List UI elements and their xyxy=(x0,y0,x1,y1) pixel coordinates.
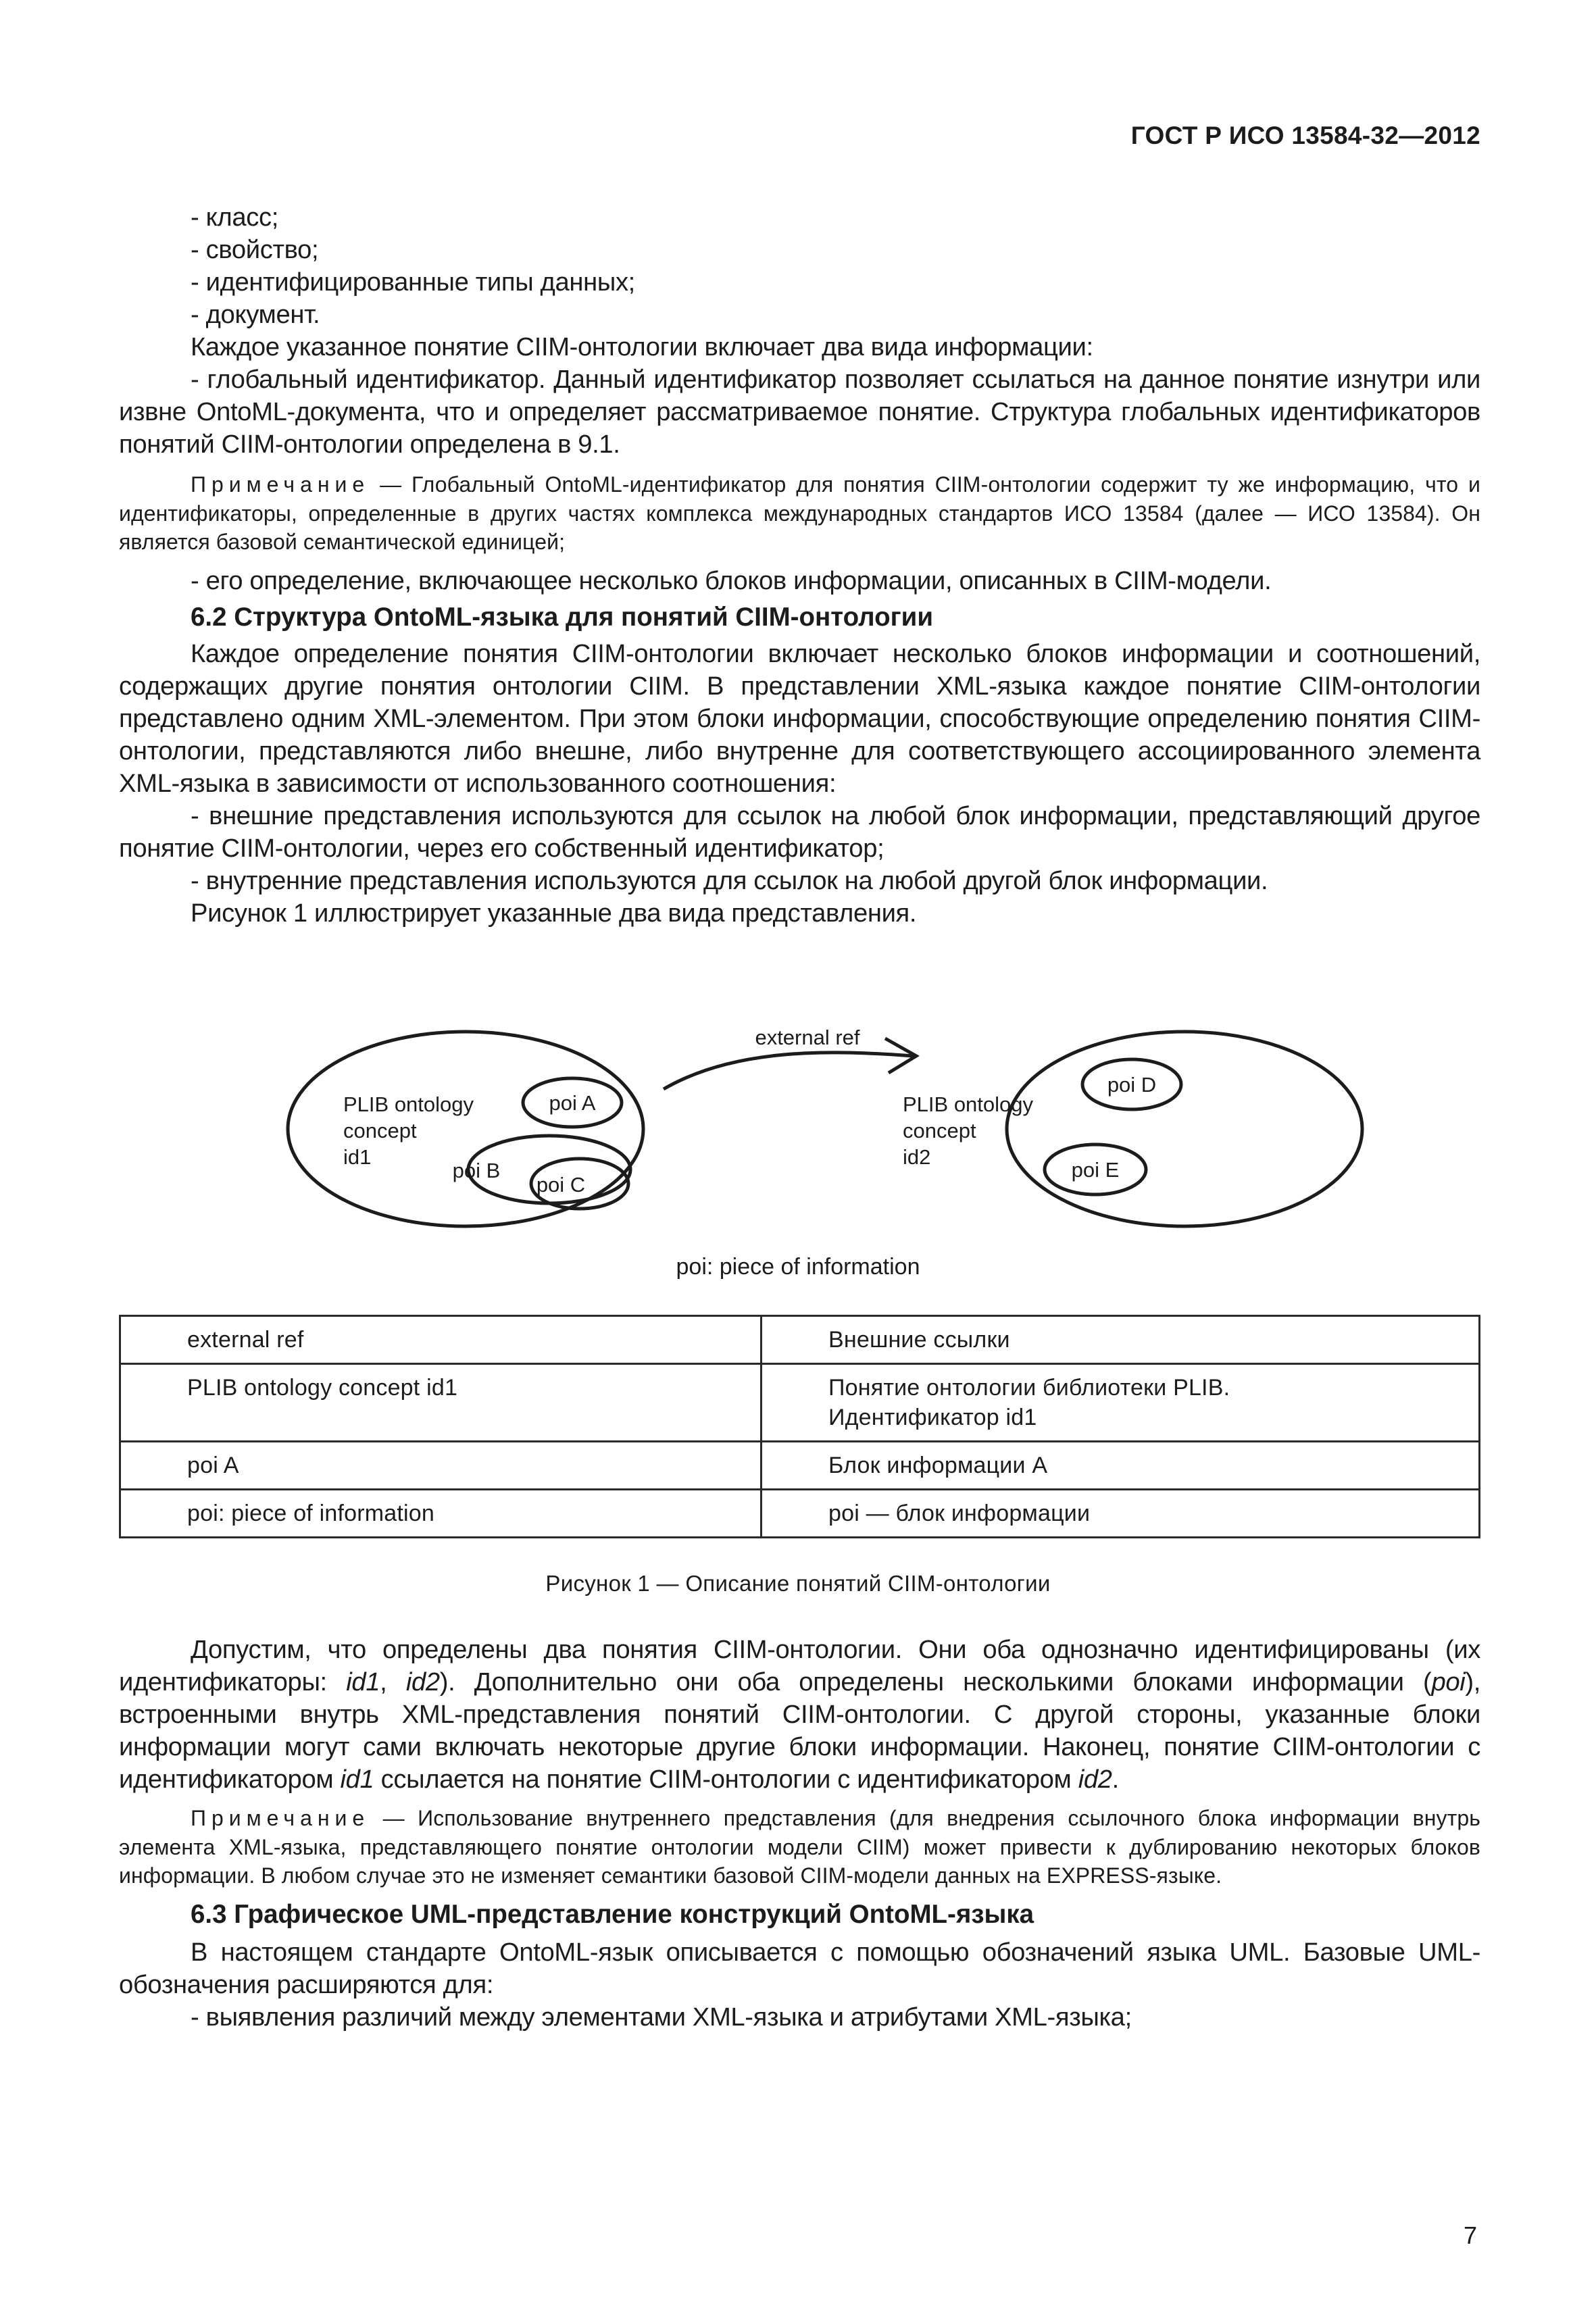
section-6-2-title: 6.2 Структура OntoML-языка для понятий CIIM-онтологии xyxy=(191,602,934,632)
poi-term: poi xyxy=(1431,1667,1466,1696)
poi-d-ellipse xyxy=(1082,1059,1181,1109)
legend-row xyxy=(120,1364,1480,1442)
list-item-property: - свойство; xyxy=(191,235,319,264)
poi-a-label: poi A xyxy=(549,1091,596,1115)
legend-ru-line-2: Идентификатор id1 xyxy=(828,1405,1037,1430)
text-run: ). Дополнительно они оба определены несколькими блоками информации ( xyxy=(439,1667,1432,1696)
list-item-class: - класс; xyxy=(191,203,278,232)
page-number: 7 xyxy=(1463,2221,1477,2249)
section-6-3-p1: В настоящем стандарте OntoML-язык описывается с помощью обозначений языка UML. Базовые UML-обозначения расширяются для: xyxy=(119,1937,1480,1999)
section-6-2-p2: - внешние представления используются для ссылок на любой блок информации, представляющий другое понятие CIIM-онтологии, через его собственный идентификатор; xyxy=(119,801,1480,863)
left-concept-line-1: PLIB ontology xyxy=(343,1092,474,1116)
id1-term: id1 xyxy=(346,1667,380,1696)
section-6-2-p3: - внутренние представления используются для ссылок на любой другой блок информации. xyxy=(191,865,1268,895)
right-concept-ellipse xyxy=(1007,1032,1362,1226)
legend-ru: Внешние ссылки xyxy=(762,1316,1480,1364)
list-item-datatypes: - идентифицированные типы данных; xyxy=(191,268,635,297)
poi-b-label: poi B xyxy=(452,1159,501,1182)
right-concept-line-2: concept xyxy=(903,1119,976,1142)
text-run: ), встроенными внутрь XML-представления понятий CIIM-онтологии. С другой стороны, указанные блоки информации могут сами включать некоторые другие блоки информации. Наконец, понятие CIIM-онтологии с идентификатором xyxy=(119,1667,1480,1794)
note-2-label: Примечание xyxy=(191,1806,370,1830)
note-1-text: — Глобальный OntoML-идентификатор для понятия CIIM-онтологии содержит ту же информацию, что и идентификаторы, определенные в других частях комплекса международных стандартов ИСО 13584 (далее — ИСО 13584). Он является базовой семантической единицей; xyxy=(119,472,1480,554)
note-2-text: — Использование внутреннего представления (для внедрения ссылочного блока информации внутрь элемента XML-языка, представляющего понятие онтологии модели CIIM) может привести к дублированию некоторых блоков информации. В любом случае это не изменяет семантики базовой CIIM-модели данных на EXPRESS-языке. xyxy=(119,1806,1480,1888)
text-run: Допустим, что определены два понятия CIIM-онтологии. Они оба однозначно идентифицированы (их идентификаторы: xyxy=(119,1635,1480,1696)
legend-en: PLIB ontology concept id1 xyxy=(120,1364,762,1442)
poi-c-ellipse xyxy=(531,1159,628,1209)
left-concept-line-3: id1 xyxy=(343,1145,372,1169)
left-concept-line-2: concept xyxy=(343,1119,417,1142)
legend-row xyxy=(120,1442,1480,1490)
poi-d-label: poi D xyxy=(1107,1073,1157,1097)
section-6-3-p2: - выявления различий между элементами XML-языка и атрибутами XML-языка; xyxy=(191,2002,1132,2032)
note-2 xyxy=(119,1804,1480,1890)
legend-ru: Понятие онтологии библиотеки PLIB. xyxy=(828,1375,1230,1401)
text-run: ссылается на понятие CIIM-онтологии с идентификатором xyxy=(374,1765,1078,1794)
section-6-3-title: 6.3 Графическое UML-представление конструкций OntoML-языка xyxy=(191,1899,1034,1929)
external-ref-label: external ref xyxy=(755,1026,860,1049)
legend-ru: poi — блок информации xyxy=(762,1490,1480,1538)
legend-table xyxy=(119,1315,1480,1538)
note-1 xyxy=(119,470,1480,557)
after-paragraph-1 xyxy=(119,1634,1480,1796)
definition-paragraph: - его определение, включающее несколько блоков информации, описанных в CIIM-модели. xyxy=(191,565,1272,595)
section-6-2-p1: Каждое определение понятия CIIM-онтологии включает несколько блоков информации и соотношений, содержащих другие понятия онтологии CIIM. В представлении XML-языка каждое понятие CIIM-онтологии представлено одним XML-элементом. При этом блоки информации, способствующие определению понятия CIIM-онтологии, представляются либо внешне, либо внутренне для соответствующего ассоциированного элемента XML-языка в зависимости от использованного соотношения: xyxy=(119,638,1480,798)
text-run: . xyxy=(1112,1765,1119,1794)
external-ref-arrowhead xyxy=(885,1038,916,1073)
left-concept-ellipse xyxy=(288,1032,643,1226)
figure-caption: Рисунок 1 — Описание понятий CIIM-онтологии xyxy=(545,1571,1051,1596)
poi-c-label: poi C xyxy=(536,1173,586,1197)
legend-ru-cell xyxy=(762,1364,1480,1442)
legend-ru: Блок информации А xyxy=(762,1442,1480,1490)
poi-a-ellipse xyxy=(523,1078,622,1127)
diagram-caption: poi: piece of information xyxy=(676,1254,920,1280)
poi-e-label: poi E xyxy=(1071,1158,1120,1182)
top-section xyxy=(119,201,1480,930)
bottom-section xyxy=(119,1634,1480,2034)
external-ref-arrow xyxy=(664,1053,914,1089)
global-id-paragraph: - глобальный идентификатор. Данный идентификатор позволяет ссылаться на данное понятие изнутри или извне OntoML-документа, что и определяет рассматриваемое понятие. Структура глобальных идентификаторов понятий CIIM-онтологии определена в 9.1. xyxy=(119,365,1480,459)
intro-paragraph: Каждое указанное понятие CIIM-онтологии включает два вида информации: xyxy=(191,332,1093,361)
legend-en: poi: piece of information xyxy=(120,1490,762,1538)
id2-term: id2 xyxy=(405,1667,440,1696)
id2-term: id2 xyxy=(1078,1765,1112,1794)
id1-term: id1 xyxy=(340,1765,374,1794)
document-header: ГОСТ Р ИСО 13584-32—2012 xyxy=(1130,122,1480,149)
legend-row xyxy=(120,1490,1480,1538)
legend-en: external ref xyxy=(120,1316,762,1364)
legend-en: poi A xyxy=(120,1442,762,1490)
poi-e-ellipse xyxy=(1045,1145,1146,1194)
poi-b-ellipse xyxy=(468,1136,630,1203)
right-concept-line-1: PLIB ontology xyxy=(903,1092,1034,1116)
text-run: , xyxy=(380,1667,406,1696)
right-concept-line-3: id2 xyxy=(903,1145,931,1169)
section-6-2-p4: Рисунок 1 иллюстрирует указанные два вида представления. xyxy=(191,898,917,928)
list-item-document: - документ. xyxy=(191,300,320,329)
legend-row xyxy=(120,1316,1480,1364)
note-1-label: Примечание xyxy=(191,472,370,497)
